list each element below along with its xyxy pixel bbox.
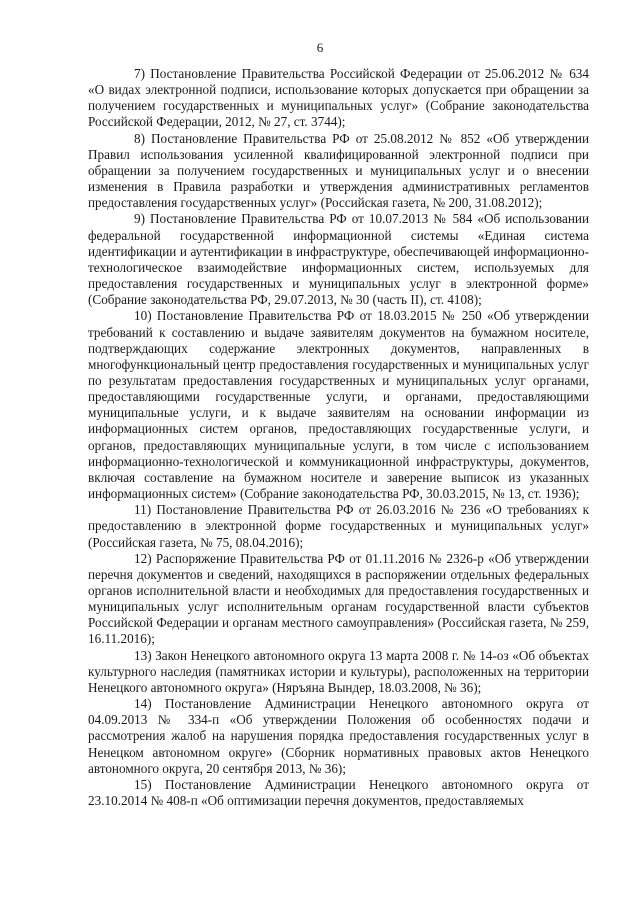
list-item: 14) Постановление Администрации Ненецкого автономного округа от 04.09.2013 № 334-п «Об утверждении Положения об особенностях подачи и рассмотрения жалоб на нарушения порядка предоставления государственных услуг в Ненецком автономном округе» (Сборник нормативных правовых актов Ненецкого автономного округа, 20 сентября 2013, № 36);	[88, 696, 589, 776]
list-item: 15) Постановление Администрации Ненецкого автономного округа от 23.10.2014 № 408-п «Об оптимизации перечня документов, предоставляемых	[88, 776, 589, 809]
list-item: 7) Постановление Правительства Российской Федерации от 25.06.2012 № 634 «О видах электронной подписи, использование которых допускается при обращении за получением государственных и муниципальных услуг» (Собрание законодательства Российской Федерации, 2012, № 27, ст. 3744);	[88, 66, 589, 130]
list-item: 12) Распоряжение Правительства РФ от 01.11.2016 № 2326-р «Об утверждении перечня документов и сведений, находящихся в распоряжении отдельных федеральных органов исполнительной власти и необходимых для предоставления государственных и муниципальных услуг исполнительным органам государственной власти субъектов Российской Федерации и органам местного самоуправления» (Российская газета, № 259, 16.11.2016);	[88, 550, 589, 647]
page-bottom-edge	[0, 890, 640, 905]
list-item: 13) Закон Ненецкого автономного округа 13 марта 2008 г. № 14-оз «Об объектах культурного наследия (памятниках истории и культуры), расположенных на территории Ненецкого автономного округа» (Няръяна Вындер, 18.03.2008, № 36);	[88, 647, 589, 695]
list-item: 9) Постановление Правительства РФ от 10.07.2013 № 584 «Об использовании федеральной государственной информационной системы «Единая система идентификации и аутентификации в инфраструктуре, обеспечивающей информационно-технологическое взаимодействие информационных систем, используемых для предоставления государственных и муниципальных услуг в электронной форме» (Собрание законодательства РФ, 29.07.2013, № 30 (часть II), ст. 4108);	[88, 211, 589, 308]
page-number: 6	[316, 40, 324, 55]
list-item: 11) Постановление Правительства РФ от 26.03.2016 № 236 «О требованиях к предоставлению в электронной форме государственных и муниципальных услуг» (Российская газета, № 75, 08.04.2016);	[88, 502, 589, 550]
legal-acts-list	[88, 66, 589, 809]
list-item: 10) Постановление Правительства РФ от 18.03.2015 № 250 «Об утверждении требований к составлению и выдаче заявителям документов на бумажном носителе, подтверждающих содержание электронных документов, направленных в многофункциональный центр предоставления государственных и муниципальных услуг по результатам предоставления государственных и муниципальных услуг органами, предоставляющими государственные услуги, и органами, предоставляющими муниципальные услуги, и к выдаче заявителям на основании информации из информационных систем органов, предоставляющих государственные услуги, и органов, предоставляющих муниципальные услуги, в том числе с использованием информационно-технологической и коммуникационной инфраструктуры, документов, включая составление на бумажном носителе и заверение выписок из указанных информационных систем» (Собрание законодательства РФ, 30.03.2015, № 13, ст. 1936);	[88, 308, 589, 502]
list-item: 8) Постановление Правительства РФ от 25.08.2012 № 852 «Об утверждении Правил использования усиленной квалифицированной электронной подписи при обращении за получением государственных и муниципальных услуг и о внесении изменения в Правила разработки и утверждения административных регламентов предоставления государственных услуг» (Российская газета, № 200, 31.08.2012);	[88, 130, 589, 211]
